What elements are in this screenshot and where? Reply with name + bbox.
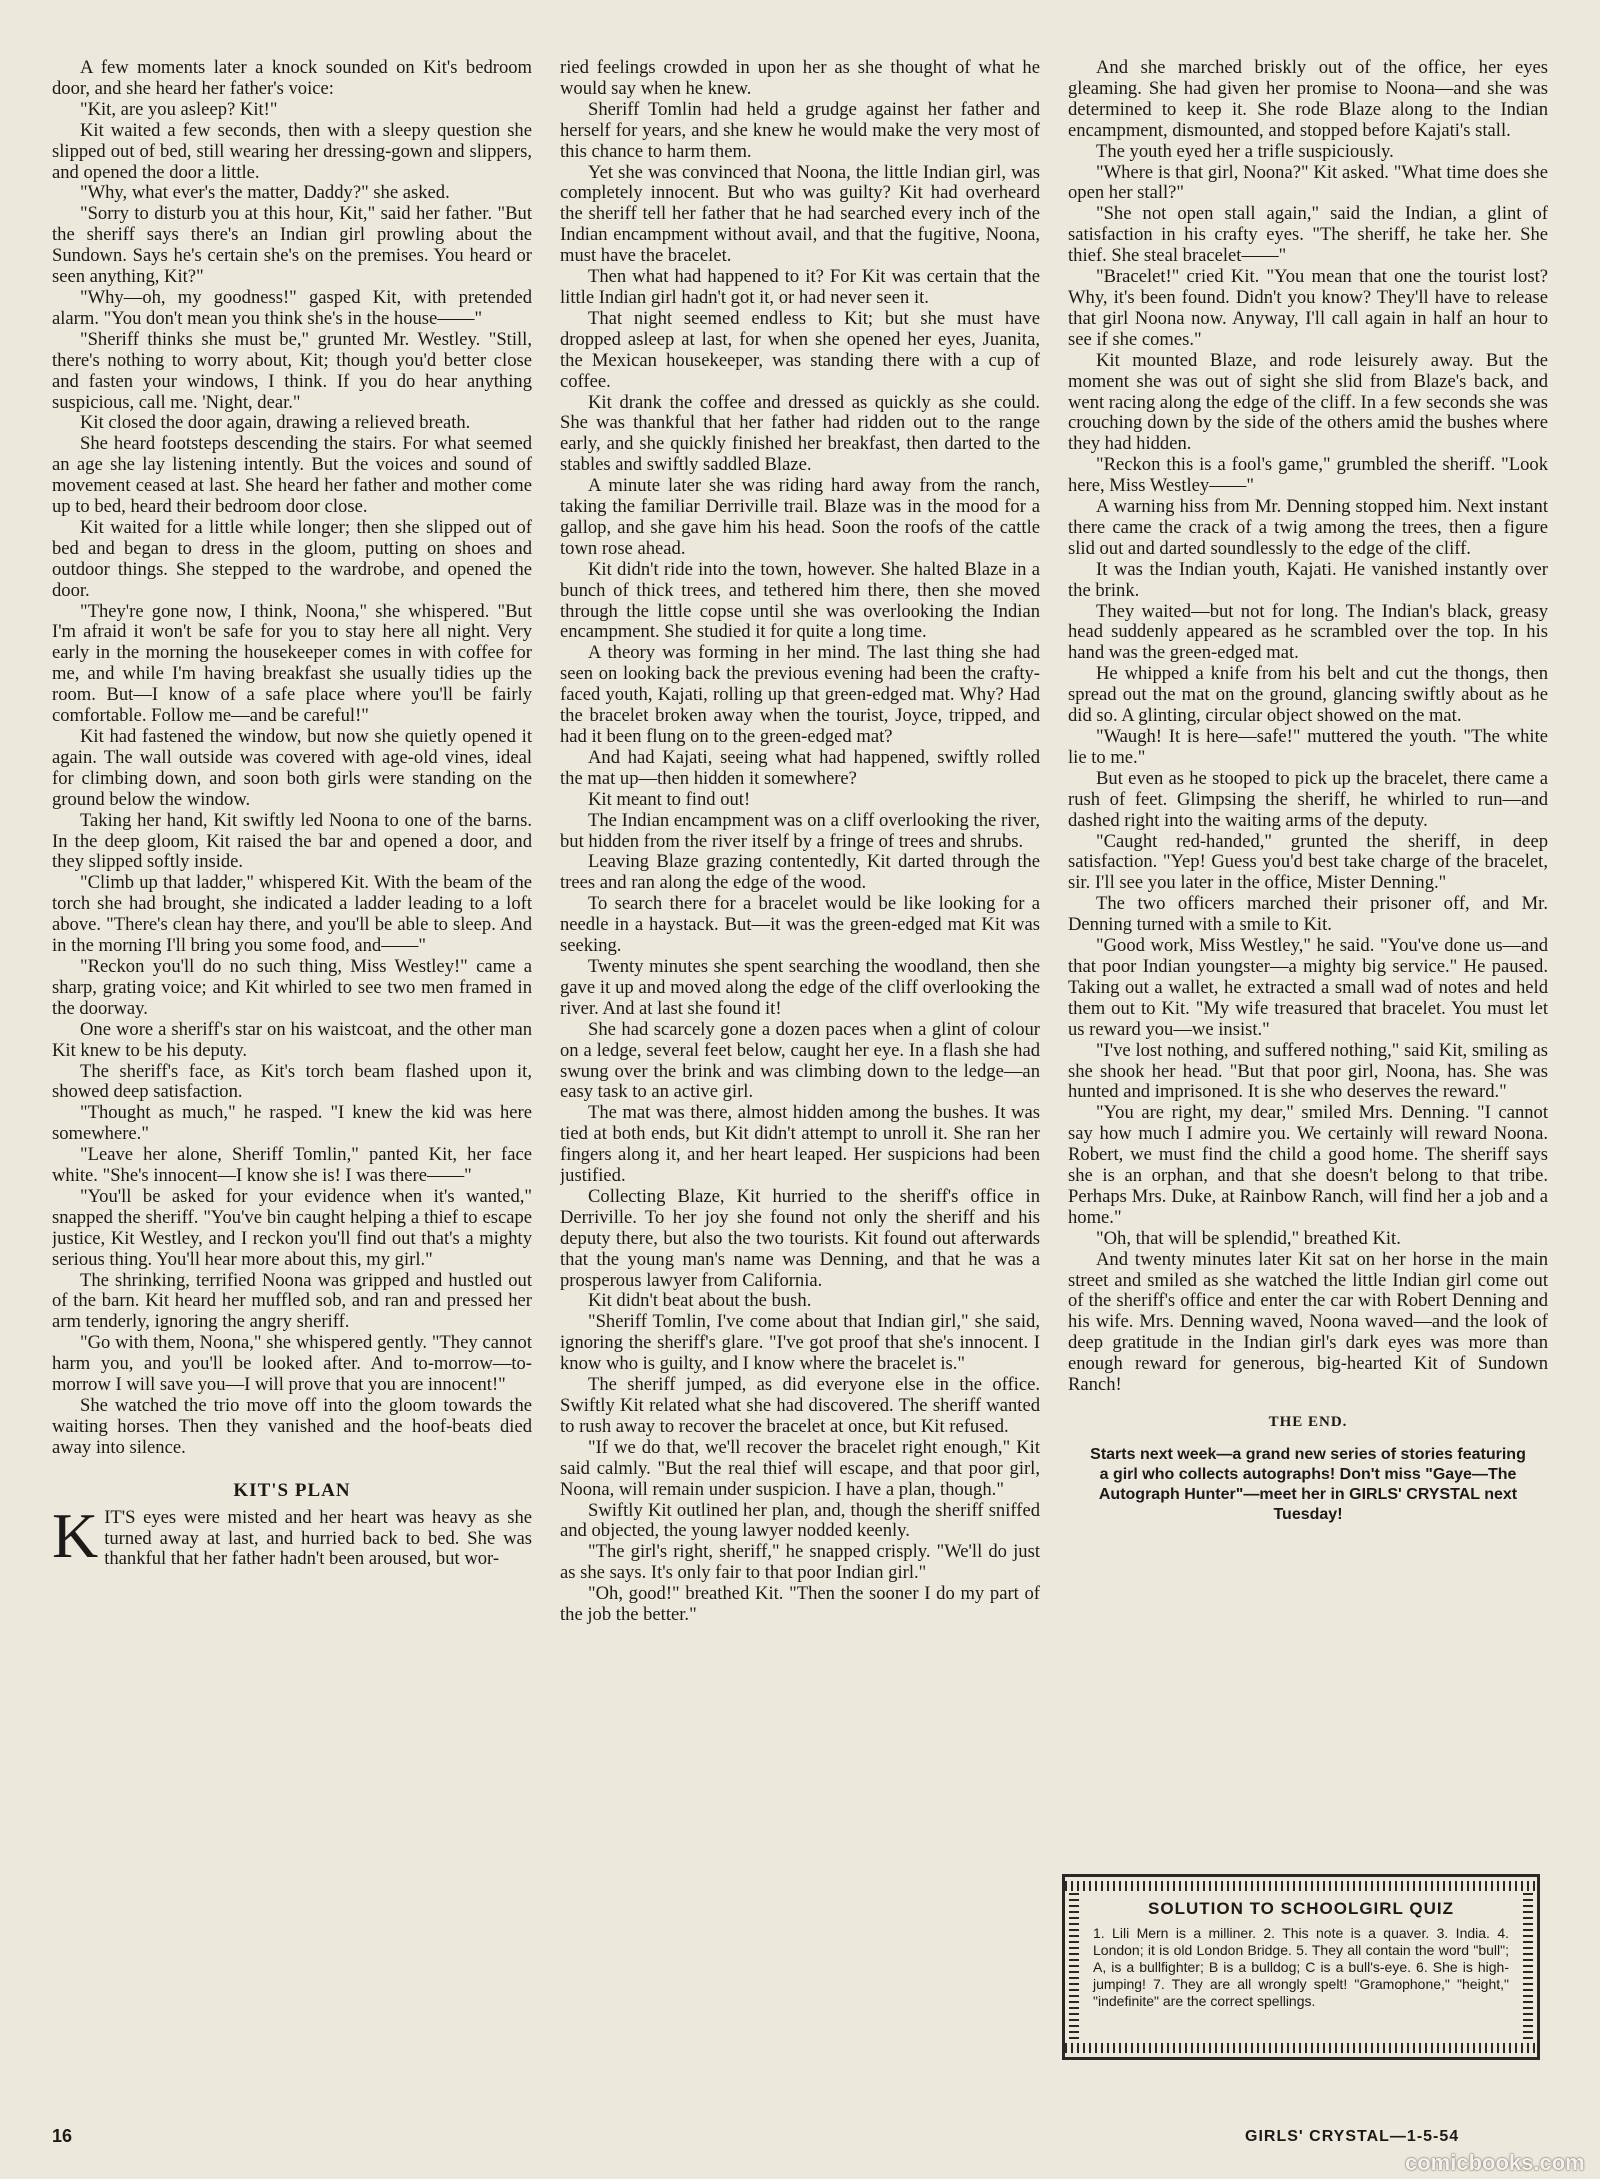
text-column-1 xyxy=(52,58,532,2118)
paragraph: The shrinking, terrified Noona was gripped and hustled out of the barn. Kit heard her muffled sob, and ran and pressed her arm tenderly, ignoring the angry sheriff. xyxy=(52,1269,532,1333)
paragraph: "Why—oh, my goodness!" gasped Kit, with pretended alarm. "You don't mean you think she's in the house——" xyxy=(52,286,532,329)
paragraph: Kit meant to find out! xyxy=(588,788,751,810)
paragraph: "Good work, Miss Westley," he said. "You've done us—and that poor Indian youngster—a mighty big service." He paused. Taking out a wallet, he extracted a small wad of notes and held them out to Kit. "My wife treasured that bracelet. You must let us reward you—we insist." xyxy=(1068,935,1548,1040)
paragraph: "Kit, are you asleep? Kit!" xyxy=(80,98,278,120)
paragraph: To search there for a bracelet would be like looking for a needle in a haystack. But—it was the green-edged mat Kit was seeking. xyxy=(560,893,1040,957)
paragraph: Kit didn't beat about the bush. xyxy=(588,1290,812,1312)
paragraph: A minute later she was riding hard away from the ranch, taking the familiar Derriville trail. Blaze was in the mood for a gallop, and she gave him his head. Soon the roofs of the cattle town rose ahead. xyxy=(560,475,1040,559)
paragraph: "Bracelet!" cried Kit. "You mean that one the tourist lost? Why, it's been found. Didn't you know? They'll have to release that girl Noona now. Anyway, I'll call again in half an hour to see if she comes." xyxy=(1068,266,1548,350)
paragraph: "Where is that girl, Noona?" Kit asked. "What time does she open her stall?" xyxy=(1068,161,1548,204)
paragraph: "Thought as much," he rasped. "I knew the kid was here somewhere." xyxy=(52,1102,532,1145)
next-week-announcement: Starts next week—a grand new series of stories featuring a girl who collects autographs! Don't miss "Gaye—The Autograph Hunter"—meet her in GIRLS' CRYSTAL next Tuesday! xyxy=(1090,1445,1526,1523)
paragraph: Kit closed the door again, drawing a relieved breath. xyxy=(80,412,471,434)
paragraph: "Reckon this is a fool's game," grumbled the sheriff. "Look here, Miss Westley——" xyxy=(1068,454,1548,497)
paragraph: He whipped a knife from his belt and cut the thongs, then spread out the mat on the ground, glancing swiftly about as he did so. A glinting, circular object showed on the mat. xyxy=(1068,663,1548,727)
quiz-answers: 1. Lili Mern is a milliner. 2. This note is a quaver. 3. India. 4. London; it is old London Bridge. 5. They all contain the word "bull"; A, is a bullfighter; B is a bulldog; C is a bull's-eye. 6. She is high-jumping! 7. They are all wrongly spelt! "Gramophone," "height," "indefinite" are the correct spellings. xyxy=(1093,1925,1509,2009)
paragraph: "Sorry to disturb you at this hour, Kit," said her father. "But the sheriff says there's an Indian girl prowling about the Sundown. Says he's certain she's on the premises. You heard or seen anything, Kit?" xyxy=(52,203,532,288)
paragraph: The two officers marched their prisoner off, and Mr. Denning turned with a smile to Kit. xyxy=(1068,893,1548,936)
paragraph: Swiftly Kit outlined her plan, and, though the sheriff sniffed and objected, the young lawyer nodded keenly. xyxy=(560,1499,1040,1542)
paragraph: And had Kajati, seeing what had happened, swiftly rolled the mat up—then hidden it somewhere? xyxy=(560,746,1040,789)
paragraph: Taking her hand, Kit swiftly led Noona to one of the barns. In the deep gloom, Kit raised the bar and opened a door, and they slipped softly inside. xyxy=(52,809,532,873)
paragraph: Kit didn't ride into the town, however. She halted Blaze in a bunch of thick trees, and tethered him there, then she moved through the little copse until she was overlooking the Indian encampment. She studied it for quite a long time. xyxy=(560,558,1040,643)
paragraph: "I've lost nothing, and suffered nothing," said Kit, smiling as she shook her head. "But that poor girl, Noona, has. She was hunted and imprisoned. It is she who deserves the reward." xyxy=(1068,1039,1548,1103)
watermark: comicbooks.com xyxy=(1405,2150,1585,2175)
border-decoration xyxy=(1069,1893,1079,2041)
paragraph: And she marched briskly out of the office, her eyes gleaming. She had given her promise to Noona—and she was determined to keep it. She rode Blaze along to the Indian encampment, dismounted, and stopped before Kajati's stall. xyxy=(1068,58,1548,141)
border-decoration xyxy=(1065,1881,1537,1891)
paragraph: ried feelings crowded in upon her as she thought of what he would say when he knew. xyxy=(560,58,1040,99)
paragraph: A warning hiss from Mr. Denning stopped him. Next instant there came the crack of a twig among the trees, then a figure slid out and darted soundlessly to the edge of the cliff. xyxy=(1068,496,1548,559)
paragraph: Sheriff Tomlin had held a grudge against her father and herself for years, and she knew he would make the very most of this chance to harm them. xyxy=(560,98,1040,162)
issue-footer: GIRLS' CRYSTAL—1-5-54 xyxy=(1245,2128,1460,2145)
paragraph: The sheriff jumped, as did everyone else in the office. Swiftly Kit related what she had discovered. The sheriff wanted to rush away to recover the bracelet at once, but Kit refused. xyxy=(560,1374,1040,1437)
paragraph: Then what had happened to it? For Kit was certain that the little Indian girl hadn't got it, or had never seen it. xyxy=(560,266,1040,308)
paragraph: That night seemed endless to Kit; but she must have dropped asleep at last, for when she opened her eyes, Juanita, the Mexican housekeeper, was standing there with a cup of coffee. xyxy=(560,307,1040,392)
paragraph: "Climb up that ladder," whispered Kit. With the beam of the torch she had brought, she indicated a ladder leading to a loft above. "There's clean hay there, and you'll be able to sleep. And in the morning I'll bring you some food, and——" xyxy=(52,872,532,957)
paragraph: She watched the trio move off into the gloom towards the waiting horses. Then they vanished and the hoof-beats died away into silence. xyxy=(52,1395,532,1458)
paragraph: The sheriff's face, as Kit's torch beam flashed upon it, showed deep satisfaction. xyxy=(52,1060,532,1103)
paragraph: "You are right, my dear," smiled Mrs. Denning. "I cannot say how much I admire you. We certainly will reward Noona. Robert, we must find the child a good home. The sheriff says she is an orphan, and that she doesn't belong to that tribe. Perhaps Mrs. Duke, at Rainbow Ranch, will find her a job and a home." xyxy=(1068,1102,1548,1228)
paragraph: And twenty minutes later Kit sat on her horse in the main street and smiled as she watched the little Indian girl come out of the sheriff's office and enter the car with Robert Denning and his wife. Mrs. Denning waved, Noona waved—and the look of deep gratitude in the Indian girl's dark eyes was more than enough reward for generous, big-hearted Kit of Sundown Ranch! xyxy=(1068,1248,1548,1396)
paragraph: A theory was forming in her mind. The last thing she had seen on looking back the previous evening had been the crafty-faced youth, Kajati, rolling up that green-edged mat. Why? Had the bracelet broken away when the tourist, Joyce, tripped, and had it been flung on to the green-edged mat? xyxy=(560,642,1040,747)
paragraph: "Oh, that will be splendid," breathed Kit. xyxy=(1096,1227,1401,1249)
quiz-title: SOLUTION TO SCHOOLGIRL QUIZ xyxy=(1148,1899,1454,1918)
paragraph: She heard footsteps descending the stairs. For what seemed an age she lay listening intently. But the voices and sound of movement ceased at last. She heard her father and mother come up to bed, heard their bedroom door close. xyxy=(52,433,532,518)
paragraph: "They're gone now, I think, Noona," she whispered. "But I'm afraid it won't be safe for you to stay here all night. Very early in the morning the housekeeper comes in with coffee for me, and while I'm having breakfast she usually tidies up the room. But—I know of a safe place where you'll be fairly comfortable. Follow me—and be careful!" xyxy=(52,600,532,727)
paragraph: "If we do that, we'll recover the bracelet right enough," Kit said calmly. "But the real thief will escape, and that poor girl, Noona, will remain under suspicion. I have a plan, though." xyxy=(560,1436,1040,1500)
paragraph: Kit waited a few seconds, then with a sleepy question she slipped out of bed, still wearing her dressing-gown and slippers, and opened the door a little. xyxy=(52,119,532,183)
paragraph: A few moments later a knock sounded on Kit's bedroom door, and she heard her father's voice: xyxy=(52,58,532,99)
paragraph: "Reckon you'll do no such thing, Miss Westley!" came a sharp, grating voice; and Kit whirled to see two men framed in the doorway. xyxy=(52,955,532,1019)
paragraph: One wore a sheriff's star on his waistcoat, and the other man Kit knew to be his deputy. xyxy=(52,1018,532,1061)
text-column-3 xyxy=(1068,58,1548,2118)
paragraph: "Caught red-handed," grunted the sheriff, in deep satisfaction. "Yep! Guess you'd best take charge of the bracelet, sir. I'll see you later in the office, Mister Denning." xyxy=(1068,830,1548,894)
paragraph: The youth eyed her a trifle suspiciously. xyxy=(1096,140,1394,162)
paragraph: "You'll be asked for your evidence when it's wanted," snapped the sheriff. "You've bin caught helping a thief to escape justice, Kit Westley, and I reckon you'll find out that's a mighty serious thing. You'll hear more about this, my girl." xyxy=(52,1185,532,1270)
article-page xyxy=(52,58,1548,2118)
paragraph: Collecting Blaze, Kit hurried to the sheriff's office in Derriville. To her joy she found not only the sheriff and his deputy there, but also the two tourists. Kit found out afterwards that the young man's name was Denning, and that he was a prosperous lawyer from California. xyxy=(560,1185,1040,1291)
paragraph: The mat was there, almost hidden among the bushes. It was tied at both ends, but Kit didn't attempt to unroll it. She ran her fingers along it, and her heart leaped. Her suspicions had been justified. xyxy=(560,1102,1040,1187)
paragraph: Kit mounted Blaze, and rode leisurely away. But the moment she was out of sight she slid from Blaze's back, and went racing along the edge of the cliff. In a few seconds she was crouching down by the side of the others amid the bushes where they had hidden. xyxy=(1068,349,1548,455)
text-column-2 xyxy=(560,58,1040,2118)
paragraph: "Leave her alone, Sheriff Tomlin," panted Kit, her face white. "She's innocent—I know she is! I was there——" xyxy=(52,1144,532,1187)
paragraph: Yet she was convinced that Noona, the little Indian girl, was completely innocent. But who was guilty? Kit had overheard the sheriff tell her father that he had searched every inch of the Indian encampment without avail, and that the fugitive, Noona, must have the bracelet. xyxy=(560,161,1040,267)
border-decoration xyxy=(1523,1893,1533,2041)
paragraph: They waited—but not for long. The Indian's black, greasy head suddenly appeared as he scrambled over the top. In his hand was the green-edged mat. xyxy=(1068,600,1548,664)
border-decoration xyxy=(1065,2043,1537,2053)
page-number: 16 xyxy=(52,2126,73,2146)
paragraph: Leaving Blaze grazing contentedly, Kit darted through the trees and ran along the edge of the wood. xyxy=(560,851,1040,894)
paragraph: "The girl's right, sheriff," he snapped crisply. "We'll do just as she says. It's only fair to that poor Indian girl." xyxy=(560,1541,1040,1584)
dropcap-paragraph xyxy=(52,1499,532,1571)
paragraph: "Oh, good!" breathed Kit. "Then the sooner I do my part of the job the better." xyxy=(560,1583,1040,1626)
paragraph: "Sheriff thinks she must be," grunted Mr. Westley. "Still, there's nothing to worry about, Kit; though you'd better close and fasten your windows, I think. If you do hear anything suspicious, call me. 'Night, dear." xyxy=(52,328,532,413)
paragraph: "She not open stall again," said the Indian, a glint of satisfaction in his crafty eyes. "The sheriff, he take her. She thief. She steal bracelet——" xyxy=(1068,203,1548,267)
the-end-label: THE END. xyxy=(1268,1414,1348,1430)
paragraph: The Indian encampment was on a cliff overlooking the river, but hidden from the river itself by a fringe of trees and shrubs. xyxy=(560,809,1040,852)
paragraph: "Waugh! It is here—safe!" muttered the youth. "The white lie to me." xyxy=(1068,726,1548,768)
section-subheading: KIT'S PLAN xyxy=(233,1479,351,1501)
quiz-solution-box xyxy=(1062,1874,1540,2060)
paragraph: It was the Indian youth, Kajati. He vanished instantly over the brink. xyxy=(1068,558,1548,601)
paragraph: Kit waited for a little while longer; then she slipped out of bed and began to dress in the gloom, putting on shoes and outdoor things. She stepped to the wardrobe, and opened the door. xyxy=(52,516,532,601)
paragraph: Kit drank the coffee and dressed as quickly as she could. She was thankful that her father had ridden out to the range early, and she quickly finished her breakfast, then darted to the stables and swiftly saddled Blaze. xyxy=(560,391,1040,476)
drop-cap-letter: K xyxy=(52,1499,99,1571)
paragraph: Twenty minutes she spent searching the woodland, then she gave it up and moved along the edge of the cliff overlooking the river. And at last she found it! xyxy=(560,955,1040,1019)
paragraph: "Why, what ever's the matter, Daddy?" she asked. xyxy=(80,182,450,204)
paragraph: She had scarcely gone a dozen paces when a glint of colour on a ledge, several feet below, caught her eye. In a flash she had swung over the brink and was climbing down to the ledge—an easy task to an active girl. xyxy=(560,1018,1040,1103)
paragraph: "Go with them, Noona," she whispered gently. "They cannot harm you, and you'll be looked after. And to-morrow—to-morrow I will save you—I will prove that you are innocent!" xyxy=(52,1332,532,1396)
paragraph-text: IT'S eyes were misted and her heart was heavy as she turned away at last, and hurried back to bed. She was thankful that her father hadn't been aroused, but wor- xyxy=(104,1506,532,1570)
paragraph: But even as he stooped to pick up the bracelet, there came a rush of feet. Glimpsing the sheriff, he whirled to run—and dashed right into the waiting arms of the deputy. xyxy=(1068,767,1548,831)
paragraph: "Sheriff Tomlin, I've come about that Indian girl," she said, ignoring the sheriff's glare. "I've got proof that she's innocent. I know who is guilty, and I know where the bracelet is." xyxy=(560,1311,1040,1375)
paragraph: Kit had fastened the window, but now she quietly opened it again. The wall outside was covered with age-old vines, ideal for climbing down, and soon both girls were standing on the ground below the window. xyxy=(52,726,532,810)
